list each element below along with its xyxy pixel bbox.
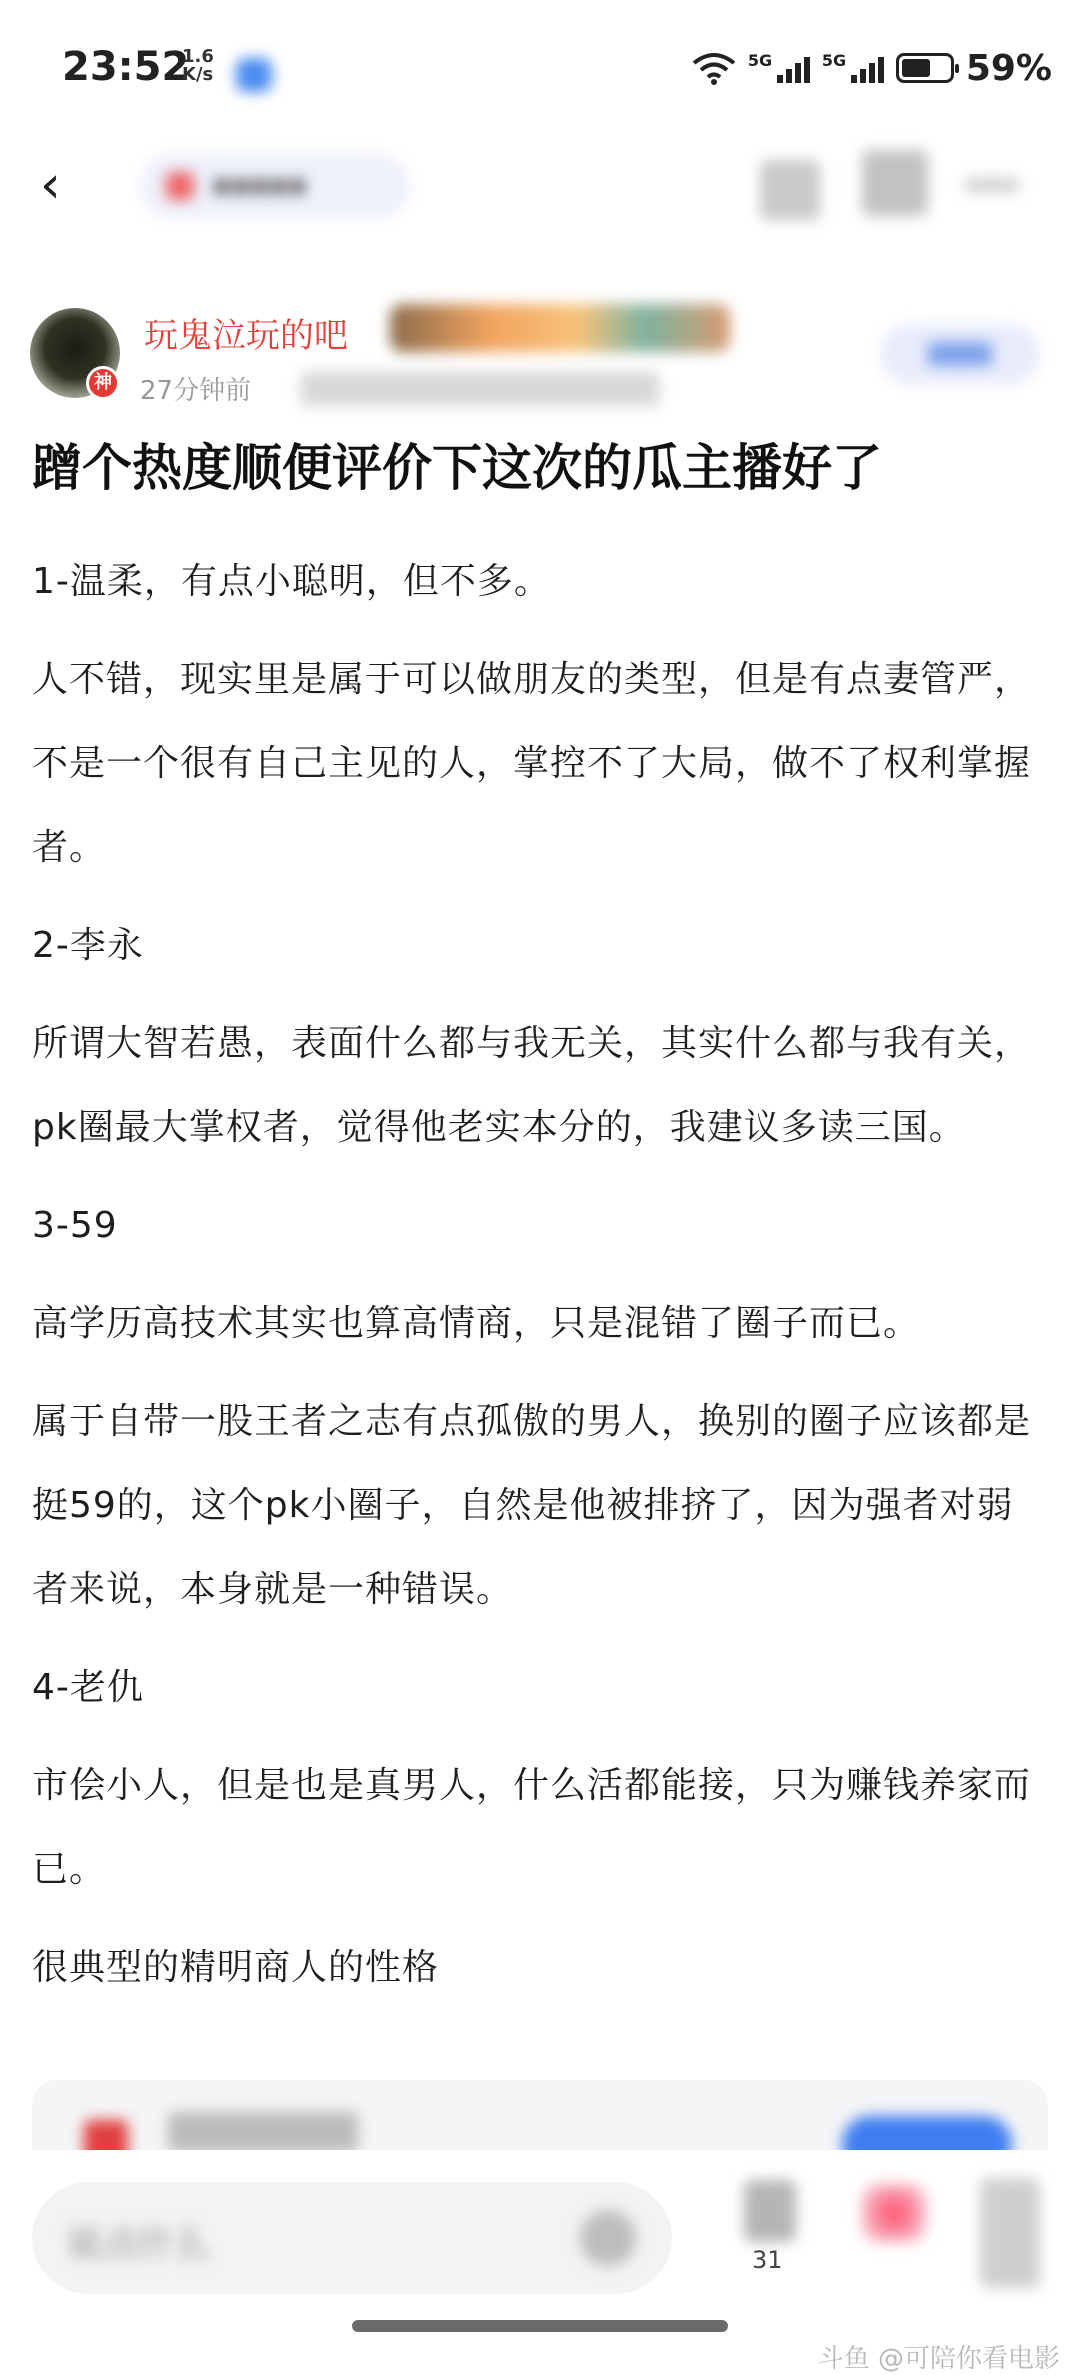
reply-placeholder: 说点什么 — [66, 2224, 211, 2265]
forum-entry-button[interactable] — [140, 154, 410, 218]
home-indicator[interactable] — [352, 2320, 728, 2332]
post-paragraph: 1-温柔，有点小聪明，但不多。 — [32, 561, 551, 602]
comment-icon[interactable] — [744, 2180, 796, 2242]
post-paragraph: 4-老仇 — [32, 1667, 144, 1708]
bottom-action-bar — [0, 2150, 1080, 2363]
signal-2-label: 5G — [821, 51, 847, 70]
post-body — [32, 540, 1042, 2024]
emoji-icon[interactable] — [580, 2210, 636, 2266]
post-paragraph: 人不错，现实里是属于可以做朋友的类型，但是有点妻管严，不是一个很有自己主见的人，掌控不了大局，做不了权利掌握者。 — [32, 659, 1032, 868]
reply-input[interactable] — [32, 2182, 672, 2294]
comment-count: 31 — [752, 2246, 783, 2274]
search-icon[interactable] — [760, 160, 820, 220]
battery-percent: 59% — [965, 47, 1052, 89]
forum-name: ▪▪▪▪▪ — [212, 168, 307, 201]
post-paragraph: 所谓大智若愚，表面什么都与我无关，其实什么都与我有关，pk圈最大掌权者，觉得他老实本分的，我建议多读三国。 — [32, 1023, 1032, 1148]
post-paragraph: 高学历高技术其实也算高情商，只是混错了圈子而已。 — [32, 1303, 921, 1344]
author-name[interactable]: 玩鬼泣玩的吧 — [144, 316, 348, 356]
network-speed-value: 1.6 — [182, 46, 214, 67]
god-badge: 神 — [86, 366, 120, 400]
status-bar — [0, 0, 1080, 130]
related-forum-title — [168, 2112, 358, 2152]
more-icon[interactable] — [964, 178, 1020, 192]
signal-1-label: 5G — [747, 51, 773, 70]
post-paragraph: 属于自带一股王者之志有点孤傲的男人，换别的圈子应该都是挺59的，这个pk小圈子，自然是他被排挤了，因为强者对弱者来说，本身就是一种错误。 — [32, 1401, 1032, 1610]
post-paragraph: 市侩小人，但是也是真男人，什么活都能接，只为赚钱养家而已。 — [32, 1765, 1032, 1890]
forum-logo-icon — [166, 172, 194, 200]
wifi-icon — [692, 51, 736, 85]
like-icon[interactable] — [862, 2184, 926, 2242]
app-notification-icon — [236, 58, 272, 92]
back-icon[interactable]: ‹ — [40, 155, 61, 215]
signal-2-icon — [822, 51, 884, 85]
post-paragraph: 很典型的精明商人的性格 — [32, 1947, 440, 1988]
battery-icon — [896, 53, 954, 83]
post-paragraph: 2-李永 — [32, 925, 144, 966]
post-meta — [300, 372, 660, 406]
share-bottom-icon[interactable] — [980, 2178, 1040, 2288]
signal-1-icon — [748, 51, 810, 85]
user-badges — [390, 304, 730, 352]
network-speed-unit: K/s — [182, 64, 214, 85]
follow-button[interactable] — [880, 324, 1040, 384]
post-time: 27分钟前 — [140, 376, 252, 406]
post-title: 蹭个热度顺便评价下这次的瓜主播好了 — [32, 439, 882, 497]
status-time: 23:52 — [62, 44, 190, 90]
share-icon[interactable] — [862, 150, 928, 216]
watermark: 斗鱼 @可陪你看电影 — [817, 2344, 1060, 2374]
post-paragraph: 3-59 — [32, 1205, 118, 1246]
network-speed — [182, 48, 214, 84]
status-icons — [692, 48, 1052, 88]
